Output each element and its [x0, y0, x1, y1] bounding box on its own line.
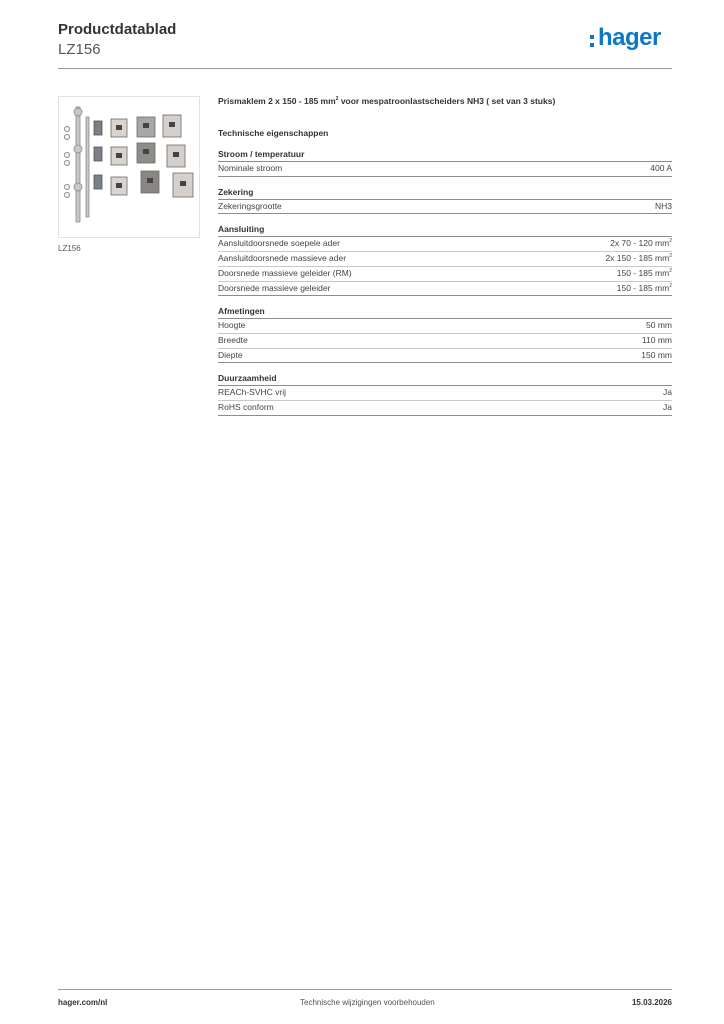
property-row — [218, 200, 672, 215]
header-divider — [58, 68, 672, 69]
property-value-text: 110 mm — [641, 334, 672, 345]
property-value-text: 150 - 185 mm — [616, 282, 670, 293]
property-value-superscript: 2 — [669, 282, 672, 289]
property-value — [663, 386, 672, 400]
property-value — [641, 349, 672, 363]
property-value-text: 150 mm — [641, 349, 672, 360]
group-title: Stroom / temperatuur — [218, 148, 672, 162]
property-label: Nominale stroom — [218, 163, 283, 173]
property-value-text: 2x 70 - 120 mm — [610, 238, 670, 249]
group-title: Zekering — [218, 186, 672, 200]
group-title: Duurzaamheid — [218, 372, 672, 386]
property-label: Breedte — [218, 334, 248, 345]
property-value-superscript: 2 — [669, 238, 672, 245]
technical-properties-heading: Technische eigenschappen — [218, 128, 329, 138]
hager-logo — [590, 26, 676, 56]
group-title: Afmetingen — [218, 305, 672, 319]
footer-website-link[interactable]: hager.com/nl — [58, 998, 108, 1007]
property-value-superscript: 2 — [669, 253, 672, 260]
page-title: Productdatablad — [58, 21, 177, 38]
property-row — [218, 237, 672, 252]
property-label: Hoogte — [218, 320, 246, 331]
property-row — [218, 282, 672, 297]
footer-divider — [58, 989, 672, 990]
property-label: Doorsnede massieve geleider (RM) — [218, 267, 352, 278]
property-label: RoHS conform — [218, 402, 274, 413]
property-value-text: 2x 150 - 185 mm — [605, 253, 670, 264]
property-value — [617, 282, 672, 296]
property-value — [650, 162, 672, 176]
property-value-text: 400 A — [650, 163, 672, 173]
product-content — [218, 96, 672, 416]
image-caption: LZ156 — [58, 244, 81, 253]
property-label: Aansluitdoorsnede soepele ader — [218, 238, 340, 249]
description-text-tail: voor mespatroonlastscheiders NH3 ( set van 3 stuks) — [338, 96, 556, 106]
property-value-text: 150 - 185 mm — [616, 267, 670, 278]
property-row — [218, 162, 672, 177]
property-row — [218, 267, 672, 282]
property-value — [642, 334, 672, 348]
group-title: Aansluiting — [218, 223, 672, 237]
property-row — [218, 349, 672, 364]
property-row — [218, 319, 672, 334]
description-superscript: 2 — [335, 96, 339, 102]
property-group — [218, 372, 672, 415]
property-value-superscript: 2 — [669, 267, 672, 274]
property-value — [605, 252, 672, 266]
property-group — [218, 148, 672, 177]
product-description — [218, 96, 672, 107]
property-value-text: 50 mm — [646, 320, 672, 331]
document-header — [58, 20, 176, 60]
logo-dot-icon — [590, 43, 594, 47]
property-value — [663, 401, 672, 415]
property-value-text: Ja — [663, 402, 672, 413]
property-row — [218, 252, 672, 267]
property-label: Aansluitdoorsnede massieve ader — [218, 253, 347, 264]
property-groups — [218, 148, 672, 416]
property-label: REACh-SVHC vrij — [218, 387, 287, 398]
property-value — [610, 237, 672, 251]
property-group — [218, 186, 672, 215]
property-value — [617, 267, 672, 281]
property-label: Diepte — [218, 349, 243, 360]
property-label: Doorsnede massieve geleider — [218, 282, 331, 293]
footer-disclaimer: Technische wijzigingen voorbehouden — [300, 998, 435, 1007]
property-row — [218, 386, 672, 401]
property-value-text: Ja — [663, 387, 672, 398]
logo-dot-icon — [590, 35, 594, 39]
property-value — [646, 319, 672, 333]
property-row — [218, 401, 672, 416]
product-image — [58, 96, 200, 238]
property-value-text: NH3 — [654, 200, 672, 211]
logo-text: hager — [598, 24, 661, 51]
footer-date: 15.03.2026 — [631, 998, 672, 1007]
property-group — [218, 223, 672, 296]
product-image-graphic — [59, 97, 199, 237]
property-row — [218, 334, 672, 349]
description-text: Prismaklem 2 x 150 - 185 mm — [218, 96, 336, 106]
property-value — [655, 200, 672, 214]
property-group — [218, 305, 672, 363]
property-label: Zekeringsgrootte — [218, 200, 282, 211]
product-code: LZ156 — [58, 41, 101, 58]
